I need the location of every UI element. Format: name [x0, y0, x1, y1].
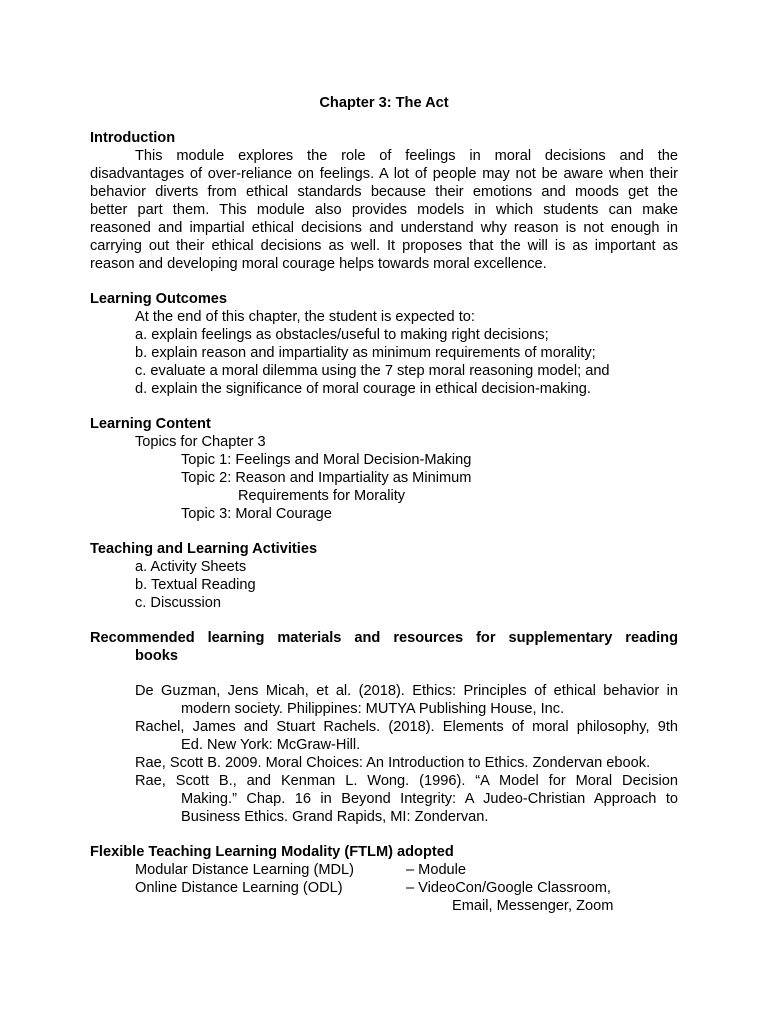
intro-line: This module explores the role of feelings in moral decisions and the: [135, 148, 678, 164]
activities-heading: Teaching and Learning Activities: [90, 541, 318, 557]
reference-line: Rae, Scott B. 2009. Moral Choices: An Introduction to Ethics. Zondervan ebook.: [135, 755, 651, 771]
topic-item: Topic 1: Feelings and Moral Decision-Making: [181, 452, 472, 468]
reference-entry: [135, 754, 678, 772]
intro-line: behavior diverts from ethical standards because their emotions and moods get the: [90, 184, 678, 200]
activity-item: a. Activity Sheets: [135, 559, 247, 575]
ftlm-mode: Modular Distance Learning (MDL): [135, 862, 354, 878]
intro-line: better part them. This module also provides models in which students can make: [90, 202, 678, 218]
outcomes-lead: At the end of this chapter, the student is expected to:: [135, 309, 475, 325]
intro-paragraph: [90, 147, 678, 273]
intro-line: disadvantages of over-reliance on feelings. A lot of people may not be aware when their: [90, 166, 678, 182]
reference-entry: [135, 718, 678, 754]
reference-line: Ed. New York: McGraw-Hill.: [181, 737, 361, 753]
reference-line: modern society. Philippines: MUTYA Publishing House, Inc.: [181, 701, 565, 717]
reference-line: Business Ethics. Grand Rapids, MI: Zondervan.: [181, 809, 489, 825]
topic-item-continuation: Requirements for Morality: [238, 488, 406, 504]
ftlm-tools: – Module: [406, 862, 467, 878]
ftlm-tools-continuation: Email, Messenger, Zoom: [452, 898, 614, 914]
activity-item: b. Textual Reading: [135, 577, 256, 593]
reference-line: Rachel, James and Stuart Rachels. (2018). Elements of moral philosophy, 9th: [135, 719, 678, 735]
outcome-item: a. explain feelings as obstacles/useful to making right decisions;: [135, 327, 549, 343]
intro-heading: Introduction: [90, 130, 176, 146]
reference-line: Rae, Scott B., and Kenman L. Wong. (1996). “A Model for Moral Decision: [135, 773, 678, 789]
ftlm-mode: Online Distance Learning (ODL): [135, 880, 343, 896]
content-lead: Topics for Chapter 3: [135, 434, 266, 450]
reference-line: De Guzman, Jens Micah, et al. (2018). Ethics: Principles of ethical behavior in: [135, 683, 678, 699]
outcome-item: d. explain the significance of moral courage in ethical decision-making.: [135, 381, 591, 397]
outcomes-heading: Learning Outcomes: [90, 291, 228, 307]
intro-line: reason and developing moral courage helps towards moral excellence.: [90, 256, 547, 272]
topic-item: Topic 3: Moral Courage: [181, 506, 332, 522]
ftlm-tools: – VideoCon/Google Classroom,: [406, 880, 611, 896]
reference-entry: [135, 682, 678, 718]
activity-item: c. Discussion: [135, 595, 221, 611]
materials-heading: [90, 629, 678, 665]
intro-line: carrying out their ethical decisions as well. It proposes that the will is as important as: [90, 238, 678, 254]
materials-heading-line: Recommended learning materials and resources for supplementary reading: [90, 630, 678, 646]
reference-entry: [135, 772, 678, 826]
outcome-item: c. evaluate a moral dilemma using the 7 step moral reasoning model; and: [135, 363, 610, 379]
outcome-item: b. explain reason and impartiality as minimum requirements of morality;: [135, 345, 596, 361]
chapter-title: Chapter 3: The Act: [319, 95, 449, 111]
reference-line: Making.” Chap. 16 in Beyond Integrity: A Judeo-Christian Approach to: [181, 791, 678, 807]
topic-item: Topic 2: Reason and Impartiality as Minimum: [181, 470, 472, 486]
materials-heading-line: books: [135, 648, 178, 664]
ftlm-heading: Flexible Teaching Learning Modality (FTLM) adopted: [90, 844, 454, 860]
intro-line: reasoned and impartial ethical decisions and understand why reason is not enough in: [90, 220, 678, 236]
content-heading: Learning Content: [90, 416, 211, 432]
